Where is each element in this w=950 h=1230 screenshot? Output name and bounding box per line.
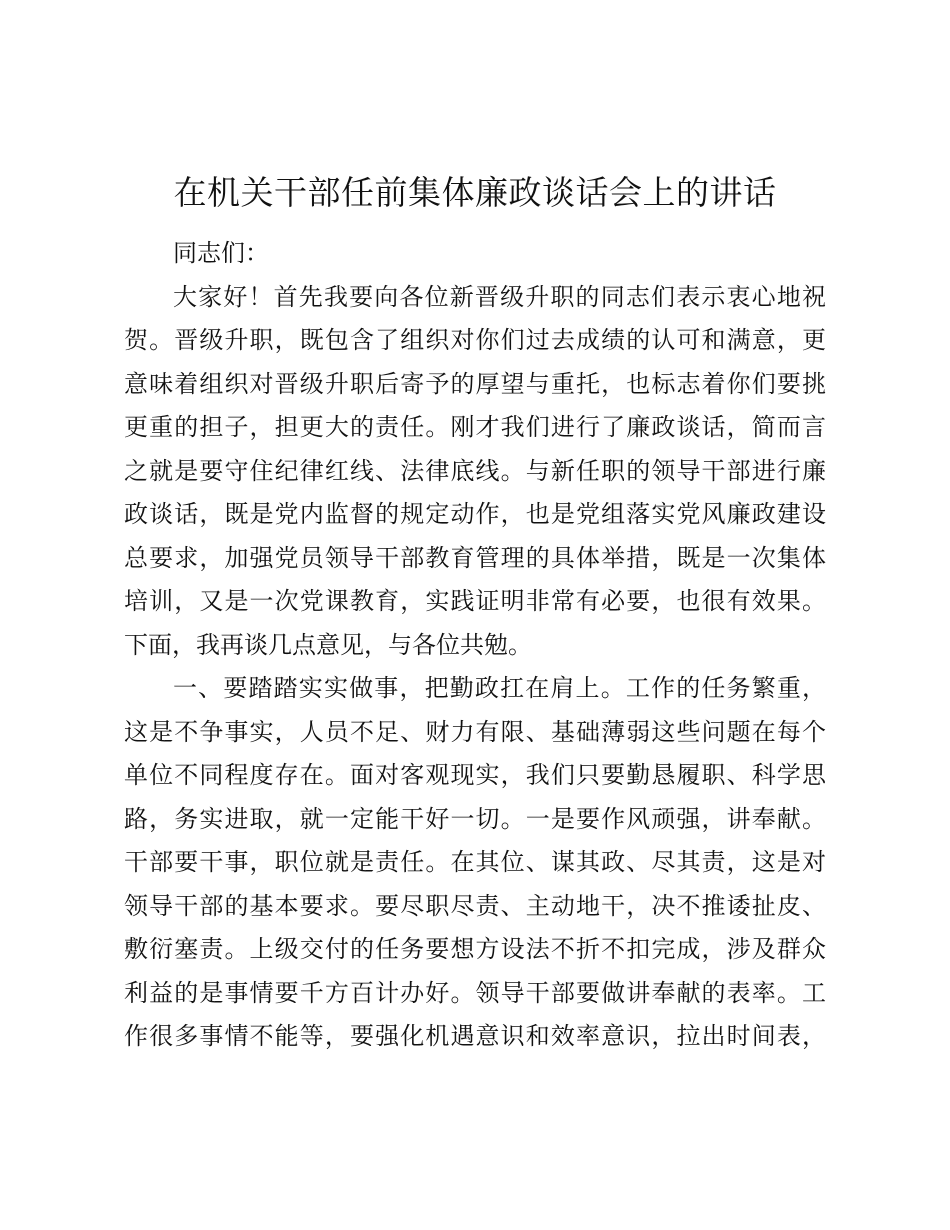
text-line: 敷衍塞责。上级交付的任务要想方设法不折不扣完成，涉及群众 bbox=[124, 935, 826, 963]
document-title: 在机关干部任前集体廉政谈话会上的讲话 bbox=[173, 173, 777, 212]
text-line: 总要求，加强党员领导干部教育管理的具体举措，既是一次集体 bbox=[124, 543, 826, 572]
text-line: 更重的担子，担更大的责任。刚才我们进行了廉政谈话，简而言 bbox=[124, 413, 826, 441]
text-line: 单位不同程度存在。面对客观现实，我们只要勤恳履职、科学思 bbox=[124, 761, 826, 789]
text-line: 利益的是事情要千方百计办好。领导干部要做讲奉献的表率。工 bbox=[124, 978, 826, 1007]
text-line: 之就是要守住纪律红线、法律底线。与新任职的领导干部进行廉 bbox=[124, 456, 826, 485]
text-line: 一、要踏踏实实做事，把勤政扛在肩上。工作的任务繁重， bbox=[173, 674, 826, 702]
text-line: 下面，我再谈几点意见，与各位共勉。 bbox=[124, 630, 532, 659]
text-line: 大家好！首先我要向各位新晋级升职的同志们表示衷心地祝 bbox=[173, 282, 826, 311]
text-line: 路，务实进取，就一定能干好一切。一是要作风顽强，讲奉献。 bbox=[124, 804, 826, 833]
text-line: 领导干部的基本要求。要尽职尽责、主动地干，决不推诿扯皮、 bbox=[124, 891, 826, 920]
text-line: 干部要干事，职位就是责任。在其位、谋其政、尽其责，这是对 bbox=[124, 848, 826, 876]
text-line: 同志们： bbox=[173, 239, 269, 267]
text-line: 这是不争事实，人员不足、财力有限、基础薄弱这些问题在每个 bbox=[124, 717, 826, 746]
text-line: 贺。晋级升职，既包含了组织对你们过去成绩的认可和满意，更 bbox=[124, 326, 826, 354]
text-line: 意味着组织对晋级升职后寄予的厚望与重托，也标志着你们要挑 bbox=[124, 369, 826, 398]
text-line: 作很多事情不能等，要强化机遇意识和效率意识，拉出时间表， bbox=[124, 1022, 826, 1050]
text-line: 培训，又是一次党课教育，实践证明非常有必要，也很有效果。 bbox=[124, 587, 826, 615]
document-body bbox=[124, 232, 826, 1059]
text-line: 政谈话，既是党内监督的规定动作，也是党组落实党风廉政建设 bbox=[124, 500, 826, 528]
